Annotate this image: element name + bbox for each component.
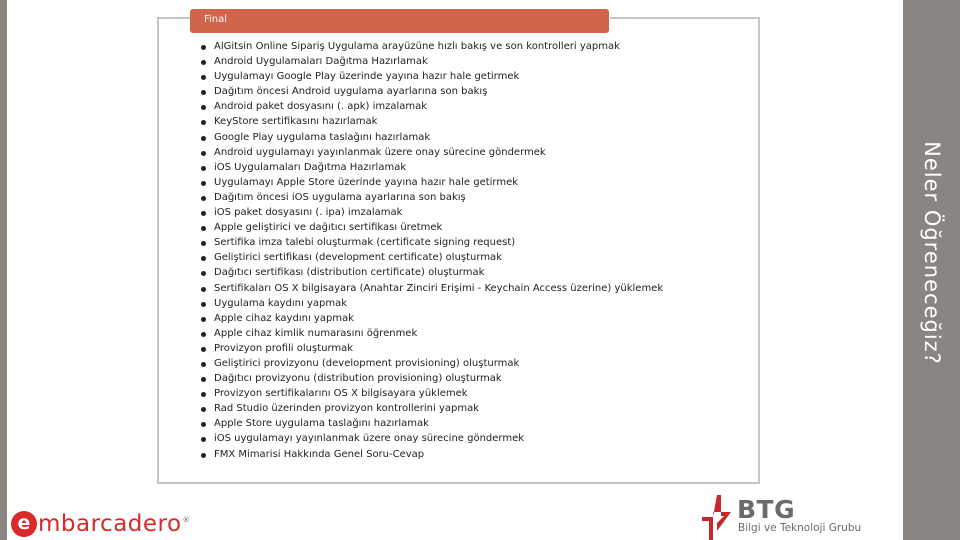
- list-item: Uygulama kaydını yapmak: [199, 296, 663, 311]
- list-item: Apple geliştirici ve dağıtıcı sertifikası üretmek: [199, 220, 663, 235]
- list-item: Uygulamayı Google Play üzerinde yayına hazır hale getirmek: [199, 69, 663, 84]
- side-title: Neler Öğreneceğiz?: [919, 141, 944, 365]
- side-title-container: [903, 0, 960, 540]
- list-item: Rad Studio üzerinden provizyon kontrollerini yapmak: [199, 401, 663, 416]
- embarcadero-logo: [11, 510, 190, 538]
- list-item: Apple Store uygulama taslağını hazırlamak: [199, 416, 663, 431]
- list-item: Sertifikaları OS X bilgisayara (Anahtar Zinciri Erişimi - Keychain Access üzerine) yüklemek: [199, 281, 663, 296]
- list-item: Sertifika imza talebi oluşturmak (certificate signing request): [199, 235, 663, 250]
- list-item: iOS paket dosyasını (. ipa) imzalamak: [199, 205, 663, 220]
- list-item: Provizyon sertifikalarını OS X bilgisayara yüklemek: [199, 386, 663, 401]
- list-item: Android Uygulamaları Dağıtma Hazırlamak: [199, 54, 663, 69]
- list-item: Apple cihaz kaydını yapmak: [199, 311, 663, 326]
- list-item: Uygulamayı Apple Store üzerinde yayına hazır hale getirmek: [199, 175, 663, 190]
- btg-logo-subtitle: Bilgi ve Teknoloji Grubu: [738, 522, 862, 534]
- list-item: Geliştirici provizyonu (development provisioning) oluşturmak: [199, 356, 663, 371]
- list-item: Android paket dosyasını (. apk) imzalamak: [199, 99, 663, 114]
- list-item: AlGitsin Online Sipariş Uygulama arayüzüne hızlı bakış ve son kontrolleri yapmak: [199, 39, 663, 54]
- btg-mark-icon: [700, 495, 734, 540]
- embarcadero-e-icon: [11, 511, 37, 537]
- list-item: Apple cihaz kimlik numarasını öğrenmek: [199, 326, 663, 341]
- list-item: FMX Mimarisi Hakkında Genel Soru-Cevap: [199, 447, 663, 462]
- header-bar: [190, 9, 609, 33]
- embarcadero-logo-text: mbarcadero: [38, 511, 182, 537]
- list-item: KeyStore sertifikasını hazırlamak: [199, 114, 663, 129]
- list-item: Dağıtıcı provizyonu (distribution provisioning) oluşturmak: [199, 371, 663, 386]
- left-decor-strip: [0, 0, 7, 540]
- list-item: Android uygulamayı yayınlanmak üzere onay sürecine göndermek: [199, 145, 663, 160]
- btg-logo-name: BTG: [737, 495, 796, 524]
- list-item: Dağıtıcı sertifikası (distribution certificate) oluşturmak: [199, 265, 663, 280]
- header-label: Final: [204, 14, 228, 25]
- list-item: Dağıtım öncesi Android uygulama ayarlarına son bakış: [199, 84, 663, 99]
- list-item: Dağıtım öncesi iOS uygulama ayarlarına son bakış: [199, 190, 663, 205]
- embarcadero-logo-letter: e: [17, 511, 31, 534]
- list-item: Geliştirici sertifikası (development certificate) oluşturmak: [199, 250, 663, 265]
- list-item: Google Play uygulama taslağını hazırlamak: [199, 130, 663, 145]
- btg-logo: [700, 495, 900, 540]
- topic-list: [199, 39, 663, 462]
- list-item: iOS uygulamayı yayınlanmak üzere onay sürecine göndermek: [199, 431, 663, 446]
- registered-mark: ®: [182, 516, 190, 524]
- list-item: iOS Uygulamaları Dağıtma Hazırlamak: [199, 160, 663, 175]
- list-item: Provizyon profili oluşturmak: [199, 341, 663, 356]
